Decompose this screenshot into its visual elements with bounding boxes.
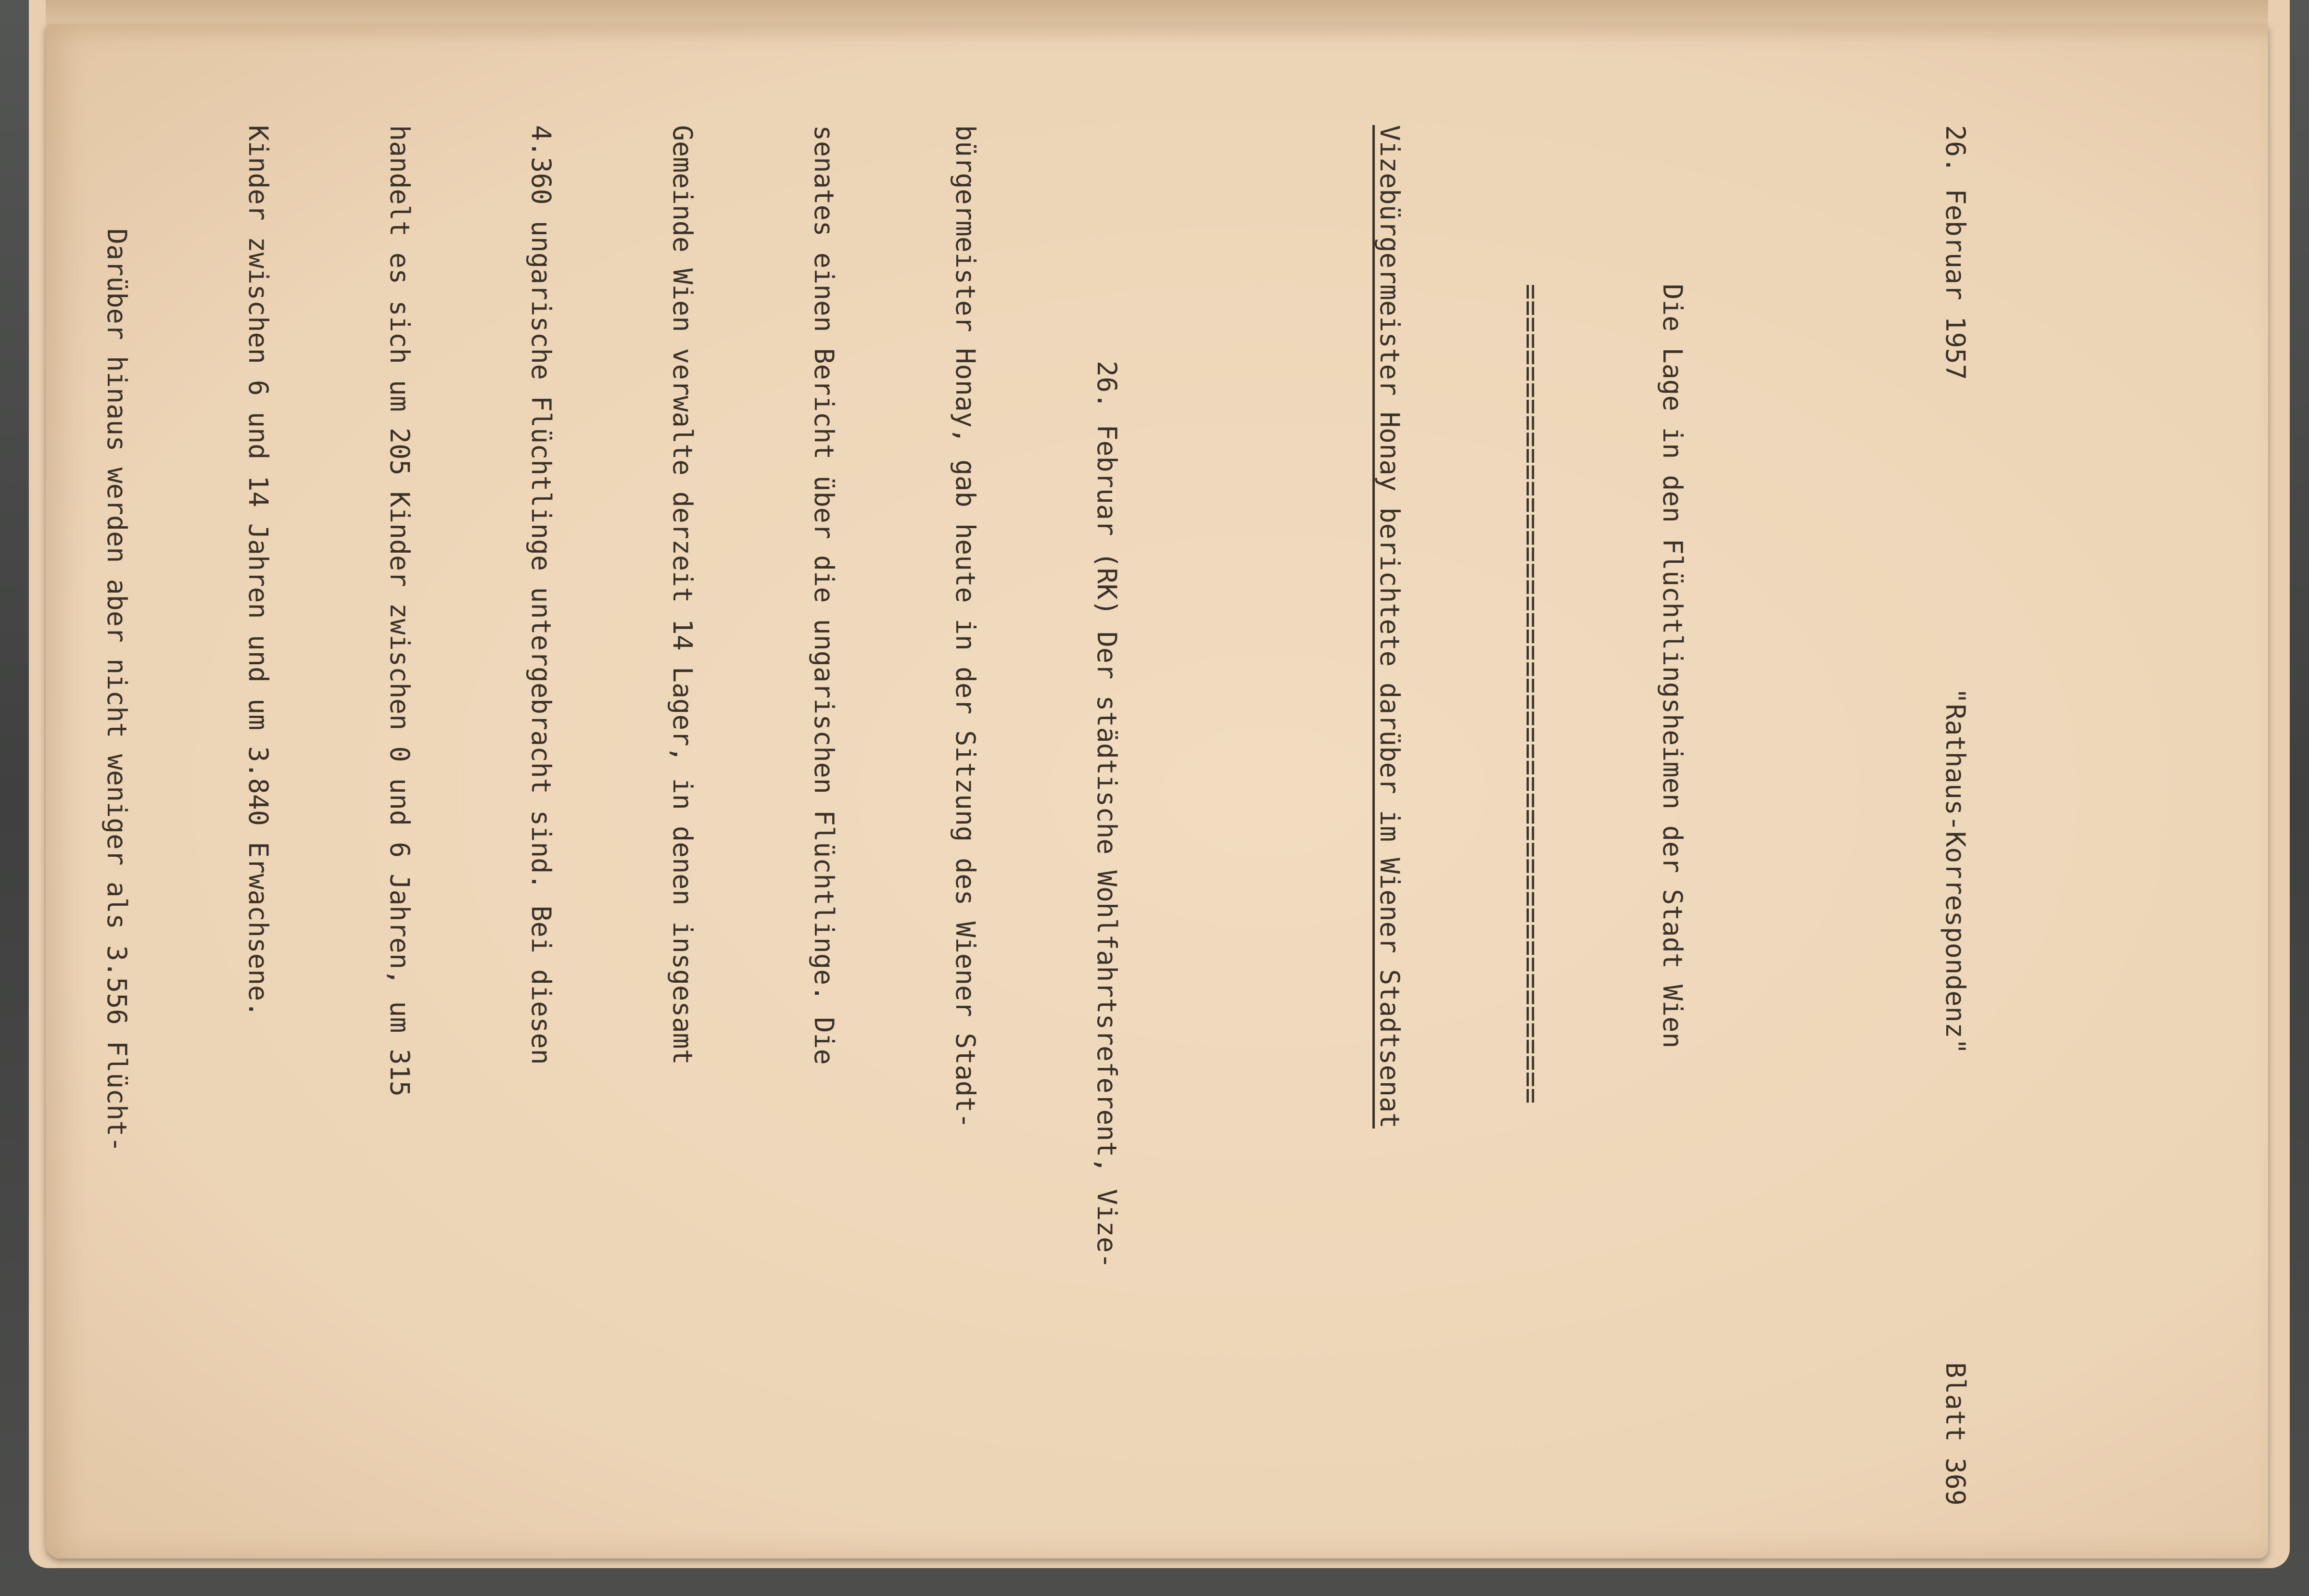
body-line: 4.360 ungarische Flüchtlinge untergebracht sind. Bei diesen	[526, 125, 557, 1065]
title-underline-rule: ==================================================	[1516, 284, 1547, 1104]
page-header	[1932, 125, 1979, 1506]
body-line: Gemeinde Wien verwalte derzeit 14 Lager, in denen insgesamt	[667, 125, 698, 1065]
body-line: Darüber hinaus werden aber nicht weniger als 3.556 Flücht-	[101, 228, 132, 1153]
body-line: Kinder zwischen 6 und 14 Jahren und um 3.840 Erwachsene.	[243, 125, 274, 1017]
typewritten-text-block	[101, 125, 2073, 1558]
body-line: senates einen Bericht über die ungarischen Flüchtlinge. Die	[809, 125, 839, 1065]
header-publication: "Rathaus-Korrespondenz"	[1940, 688, 1971, 1054]
header-date: 26. Februar 1957	[1940, 125, 1971, 380]
header-sheet-number: Blatt 369	[1940, 1362, 1971, 1506]
body-line: 26. Februar (RK) Der städtische Wohlfahrtsreferent, Vize-	[1091, 361, 1122, 1269]
headline: Vizebürgermeister Honay berichtete darüber im Wiener Stadtsenat	[1374, 125, 1405, 1129]
body-line: bürgermeister Honay, gab heute in der Sitzung des Wiener Stadt-	[950, 125, 981, 1129]
page-gutter-shadow	[46, 0, 2268, 43]
document-title: Die Lage in den Flüchtlingsheimen der Stadt Wien	[1657, 284, 1688, 1049]
body-line: handelt es sich um 205 Kinder zwischen 0 und 6 Jahren, um 315	[384, 125, 415, 1097]
